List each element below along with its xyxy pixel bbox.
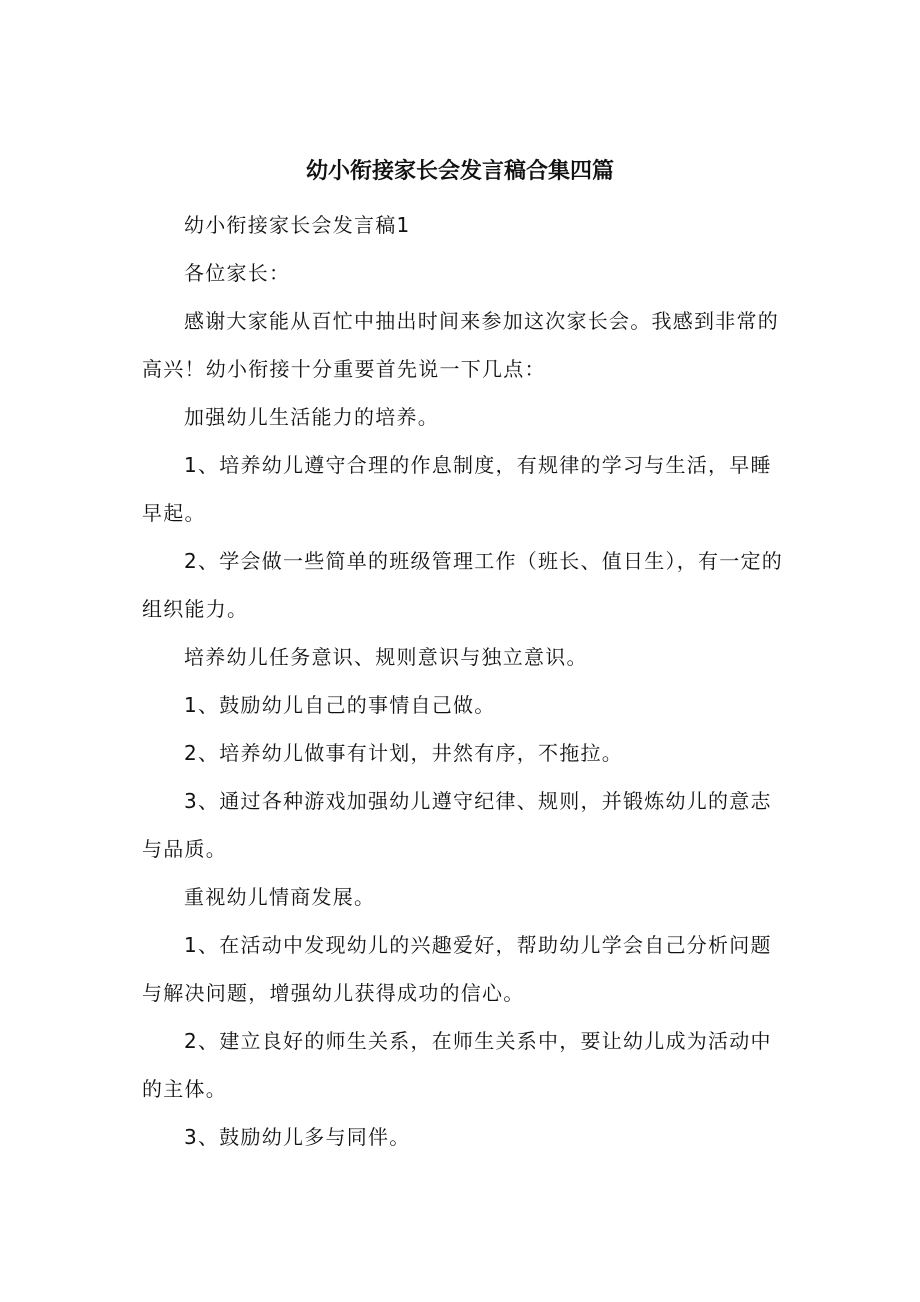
paragraph: 3、鼓励幼儿多与同伴。 <box>184 1125 411 1149</box>
paragraph: 幼小衔接家长会发言稿1 <box>184 213 411 237</box>
paragraph: 1、鼓励幼儿自己的事情自己做。 <box>184 693 496 717</box>
paragraph: 3、通过各种游戏加强幼儿遵守纪律、规则，并锻炼幼儿的意志与品质。 <box>142 789 772 861</box>
paragraph: 加强幼儿生活能力的培养。 <box>184 405 439 429</box>
document-title: 幼小衔接家长会发言稿合集四篇 <box>305 158 614 184</box>
document-body <box>142 201 787 1161</box>
paragraph: 感谢大家能从百忙中抽出时间来参加这次家长会。我感到非常的高兴！幼小衔接十分重要首先说一下几点： <box>142 309 779 381</box>
paragraph: 1、培养幼儿遵守合理的作息制度，有规律的学习与生活，早睡早起。 <box>142 453 772 525</box>
paragraph: 2、建立良好的师生关系，在师生关系中，要让幼儿成为活动中的主体。 <box>142 1029 772 1101</box>
paragraph: 培养幼儿任务意识、规则意识与独立意识。 <box>184 645 588 669</box>
paragraph: 2、培养幼儿做事有计划，井然有序，不拖拉。 <box>184 741 623 765</box>
paragraph: 各位家长： <box>184 261 291 285</box>
paragraph: 2、学会做一些简单的班级管理工作（班长、值日生），有一定的组织能力。 <box>142 549 783 621</box>
paragraph: 1、在活动中发现幼儿的兴趣爱好，帮助幼儿学会自己分析问题与解决问题，增强幼儿获得成功的信心。 <box>142 933 772 1005</box>
paragraph: 重视幼儿情商发展。 <box>184 885 376 909</box>
